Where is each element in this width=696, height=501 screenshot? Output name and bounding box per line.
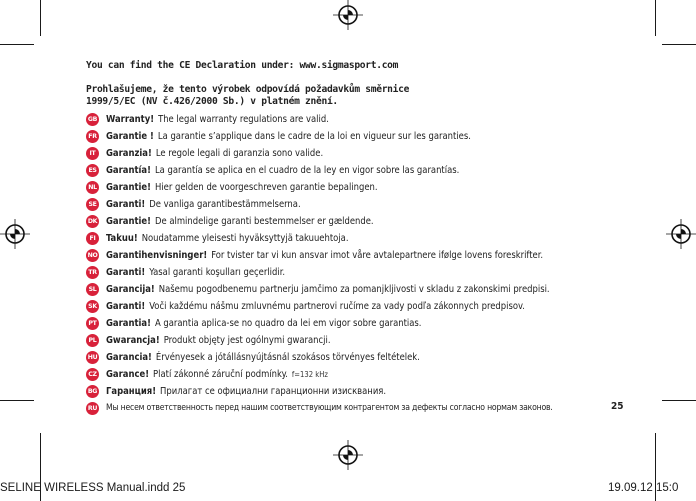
footer-date: 19.09.12 15:0 (608, 482, 679, 494)
warranty-title: Garanzia! (106, 147, 152, 159)
warranty-row-ru (86, 401, 553, 415)
flag-badge-icon: BG (86, 385, 99, 398)
warranty-row-pt (86, 316, 421, 330)
crop-mark (662, 400, 696, 401)
flag-badge-icon: FR (86, 130, 99, 143)
warranty-text: De almindelige garanti bestemmelser er gældende. (154, 215, 374, 227)
warranty-row-hu (86, 350, 420, 364)
ce-declaration-line: You can find the CE Declaration under: www.sigmasport.com (86, 60, 399, 71)
warranty-text: Yasal garanti koşulları geçerlidir. (149, 266, 285, 278)
crop-mark (0, 44, 34, 45)
frequency-note: f=132 kHz (291, 369, 328, 379)
warranty-title: Warranty! (106, 113, 155, 125)
warranty-title: Garanti! (106, 300, 146, 312)
warranty-row-fi (86, 231, 349, 245)
warranty-text: Produkt objęty jest ogólnymi gwarancji. (163, 334, 331, 346)
crop-mark (40, 0, 41, 36)
warranty-text: Мы несем ответственность перед нашим соответствующим контрагентом за дефекты согласно нормам законов. (106, 403, 553, 413)
warranty-text: La garantie s’applique dans le cadre de la loi en vigueur sur les garanties. (157, 130, 471, 142)
warranty-row-es (86, 163, 459, 177)
warranty-row-bg (86, 384, 386, 398)
warranty-title: Gwarancja! (106, 334, 160, 346)
warranty-title: Garantía! (106, 164, 151, 176)
warranty-row-sk (86, 299, 525, 313)
flag-badge-icon: SE (86, 198, 99, 211)
warranty-row-it (86, 146, 323, 160)
warranty-text: Hier gelden de voorgeschreven garantie bepalingen. (154, 181, 378, 193)
warranty-text: Našemu pogodbenemu partnerju jamčimo za pomanjkljivosti v skladu z zakonskimi predpisi. (158, 283, 550, 295)
flag-badge-icon: IT (86, 147, 99, 160)
warranty-text: Voči každému nášmu zmluvnému partnerovi ručíme za vady podľa zákonnych predpisov. (149, 300, 525, 312)
flag-badge-icon: CZ (86, 368, 99, 381)
flag-badge-icon: TR (86, 266, 99, 279)
warranty-title: Garantie! (106, 215, 151, 227)
warranty-row-no (86, 248, 543, 262)
warranty-text: La garantía se aplica en el cuadro de la ley en vigor sobre las garantías. (154, 164, 460, 176)
registration-mark-icon (333, 440, 363, 470)
warranty-title: Garancia! (106, 351, 152, 363)
warranty-row-se (86, 197, 301, 211)
warranty-title: Garantia! (106, 317, 151, 329)
warranty-row-fr (86, 129, 471, 143)
footer-file-name: SELINE WIRELESS Manual.indd 25 (0, 482, 186, 494)
warranty-title: Garancija! (106, 283, 155, 295)
flag-badge-icon: GB (86, 113, 99, 126)
warranty-row-dk (86, 214, 374, 228)
warranty-title: Garantie! (106, 181, 151, 193)
flag-badge-icon: SK (86, 300, 99, 313)
warranty-text: Le regole legali di garanzia sono valide. (155, 147, 324, 159)
warranty-text: For tvister tar vi kun ansvar imot våre avtalepartnere ifølge lovens foreskrifter. (211, 249, 543, 261)
flag-badge-icon: SL (86, 283, 99, 296)
warranty-text: The legal warranty regulations are valid. (158, 113, 329, 125)
registration-mark-icon (333, 0, 363, 30)
flag-badge-icon: ES (86, 164, 99, 177)
warranty-title: Garance! (106, 368, 150, 380)
cz-declaration-line-1: Prohlašujeme, že tento výrobek odpovídá požadavkům směrnice (86, 84, 410, 95)
warranty-text: Platí zákonné záruční podmínky. (153, 368, 288, 380)
flag-badge-icon: NL (86, 181, 99, 194)
warranty-title: Garantie ! (106, 130, 154, 142)
registration-mark-icon (666, 219, 696, 249)
flag-badge-icon: PL (86, 334, 99, 347)
cz-declaration-line-2: 1999/5/EC (NV č.426/2000 Sb.) v platném znění. (86, 96, 338, 107)
warranty-title: Garanti! (106, 198, 146, 210)
warranty-row-cz (86, 367, 328, 381)
flag-badge-icon: DK (86, 215, 99, 228)
crop-mark (0, 400, 34, 401)
warranty-row-gb (86, 112, 329, 126)
warranty-title: Garantihenvisninger! (106, 249, 208, 261)
flag-badge-icon: PT (86, 317, 99, 330)
warranty-row-pl (86, 333, 331, 347)
warranty-text: A garantia aplica-se no quadro da lei em vigor sobre garantias. (154, 317, 422, 329)
warranty-title: Takuu! (106, 232, 138, 244)
warranty-text: De vanliga garantibestämmelserna. (149, 198, 301, 210)
warranty-text: Noudatamme yleisesti hyväksyttyjä takuuehtoja. (141, 232, 349, 244)
warranty-text: Прилагат се официални гаранционни изисквания. (160, 385, 387, 397)
flag-badge-icon: RU (86, 402, 99, 415)
registration-mark-icon (0, 219, 30, 249)
flag-badge-icon: HU (86, 351, 99, 364)
flag-badge-icon: NO (86, 249, 99, 262)
warranty-title: Garanti! (106, 266, 146, 278)
crop-mark (662, 44, 696, 45)
warranty-row-sl (86, 282, 550, 296)
crop-mark (655, 0, 656, 36)
warranty-row-nl (86, 180, 378, 194)
page-number: 25 (611, 401, 624, 412)
flag-badge-icon: FI (86, 232, 99, 245)
warranty-title: Гаранция! (106, 385, 157, 397)
warranty-text: Érvényesek a jótállásnyújtásnál szokásos törvényes feltételek. (155, 351, 420, 363)
warranty-row-tr (86, 265, 285, 279)
